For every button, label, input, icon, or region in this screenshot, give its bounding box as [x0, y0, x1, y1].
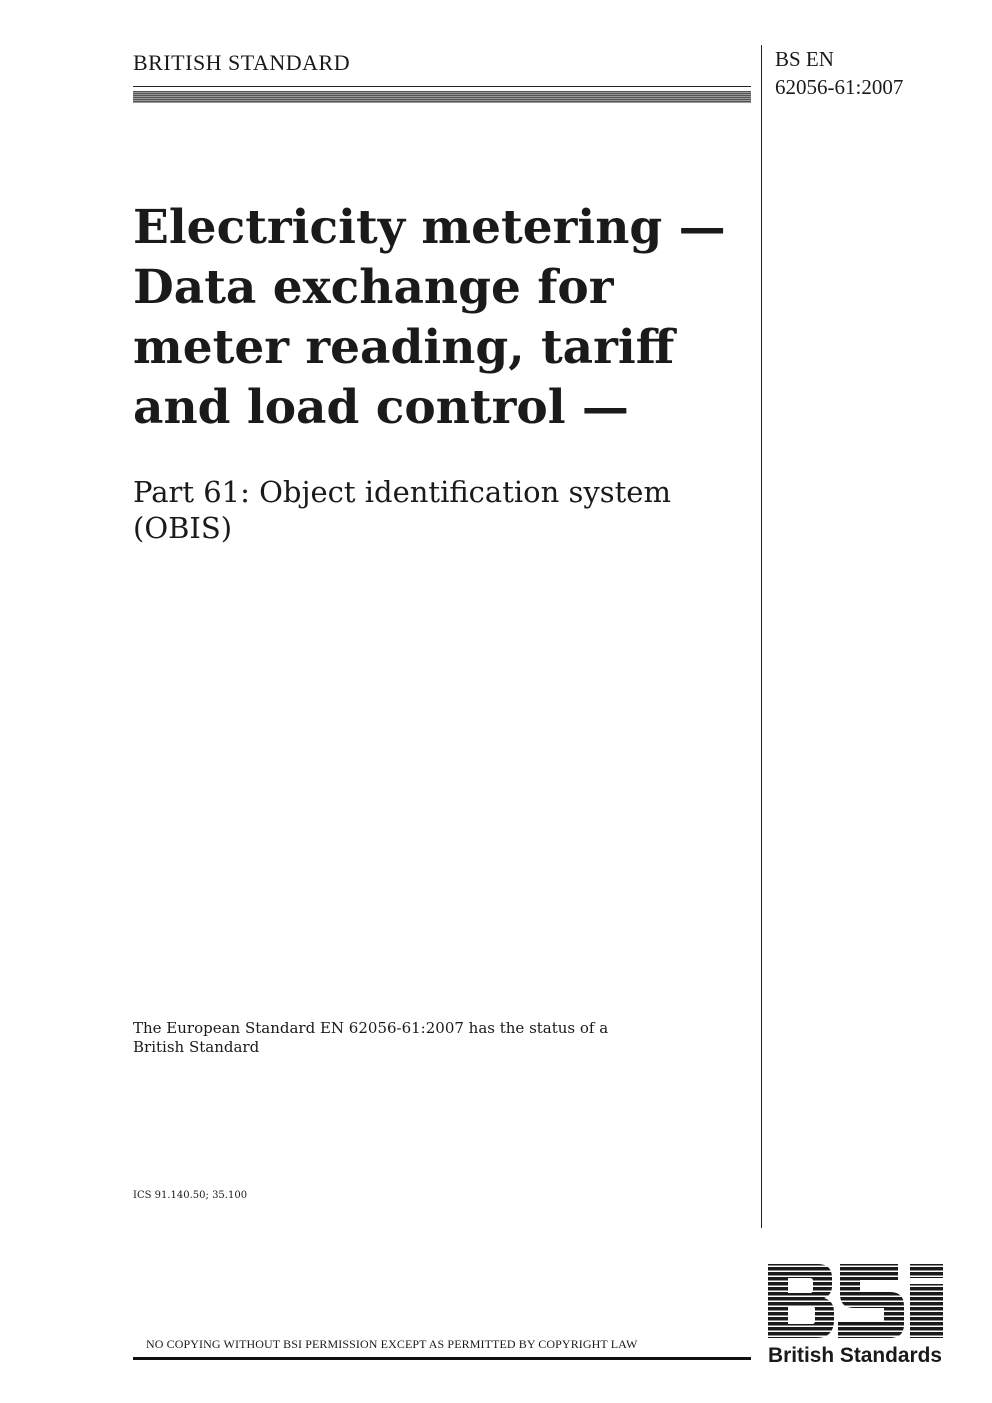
bsi-logo-mark [768, 1264, 943, 1338]
status-statement [133, 1019, 693, 1057]
footer-rule [133, 1357, 751, 1360]
document-title [133, 198, 753, 438]
standard-number [775, 45, 903, 101]
copyright-notice: NO COPYING WITHOUT BSI PERMISSION EXCEPT AS PERMITTED BY COPYRIGHT LAW [146, 1337, 638, 1351]
subtitle-line: (OBIS) [133, 511, 233, 545]
title-line: Data exchange for [133, 260, 614, 315]
status-line: The European Standard EN 62056-61:2007 has the status of a [133, 1019, 609, 1037]
column-divider [761, 45, 762, 1228]
bsi-logo [766, 1262, 946, 1370]
standard-number-prefix: BS EN [775, 47, 834, 71]
title-line: meter reading, tariff [133, 320, 675, 375]
bsi-logo-caption: British Standards [768, 1344, 942, 1367]
title-line: and load control — [133, 380, 629, 435]
status-line: British Standard [133, 1038, 260, 1056]
header-rule-thick [133, 91, 751, 103]
title-line: Electricity metering — [133, 200, 726, 255]
document-series-label: BRITISH STANDARD [133, 50, 351, 75]
document-subtitle [133, 474, 753, 546]
standard-number-code: 62056-61:2007 [775, 75, 904, 99]
header-rule-thin [133, 86, 751, 87]
subtitle-line: Part 61: Object identification system [133, 475, 671, 509]
ics-code: ICS 91.140.50; 35.100 [133, 1190, 248, 1201]
